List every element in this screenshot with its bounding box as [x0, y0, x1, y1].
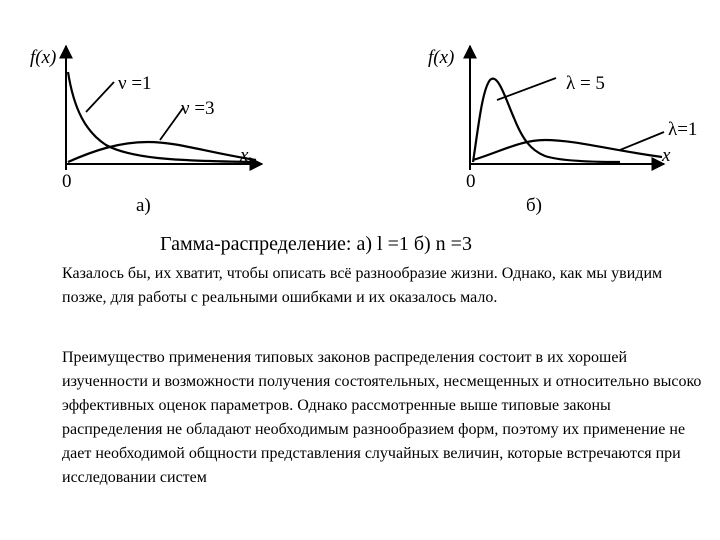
panel-b-xlabel: x	[662, 145, 671, 166]
panel-b-label-lambda5: λ = 5	[566, 73, 605, 94]
panel-a-leader-nu3	[160, 108, 183, 140]
panel-a-leader-nu1	[86, 82, 114, 112]
panel-b-curve-lambda1	[473, 140, 662, 160]
panel-a-ylabel: f(x)	[30, 47, 57, 68]
paragraph-2: Преимущество применения типовых законов распределения состоит в их хорошей изученности и возможности получения состоятельных, несмещенных и относительно высоко эффективных оценок параметров. Однако рассмотренные выше типовые законы распределения не обладают необходимым разнообразием форм, поэтому их применение не дает необходимой общности представления случайных величин, которые встречаются при исследовании систем	[62, 349, 702, 486]
panel-a-plot	[66, 46, 262, 170]
panel-a-label-nu1: ν =1	[118, 73, 152, 94]
panel-a-panel-label: а)	[136, 195, 151, 216]
panel-a-xlabel: x	[240, 145, 249, 166]
paragraph-1: Казалось бы, их хватит, чтобы описать всё разнообразие жизни. Однако, как мы увидим позже, для работы с реальными ошибками и их оказалось мало.	[62, 265, 663, 306]
panel-a-label-nu3: ν =3	[181, 98, 215, 119]
panel-b-label-lambda1: λ=1	[668, 119, 698, 140]
panel-a-origin: 0	[62, 171, 72, 192]
panel-b-leader-lambda1	[620, 132, 664, 150]
panel-b-ylabel: f(x)	[428, 47, 455, 68]
figure-caption: Гамма-распределение: а) l =1 б) n =3	[160, 233, 472, 255]
panel-b-leader-lambda5	[497, 78, 556, 100]
panel-b-origin: 0	[466, 171, 476, 192]
gamma-plots	[0, 0, 720, 230]
panel-a-curve-nu1	[68, 72, 256, 162]
panel-b-panel-label: б)	[526, 195, 542, 216]
panel-b-plot	[470, 46, 664, 170]
